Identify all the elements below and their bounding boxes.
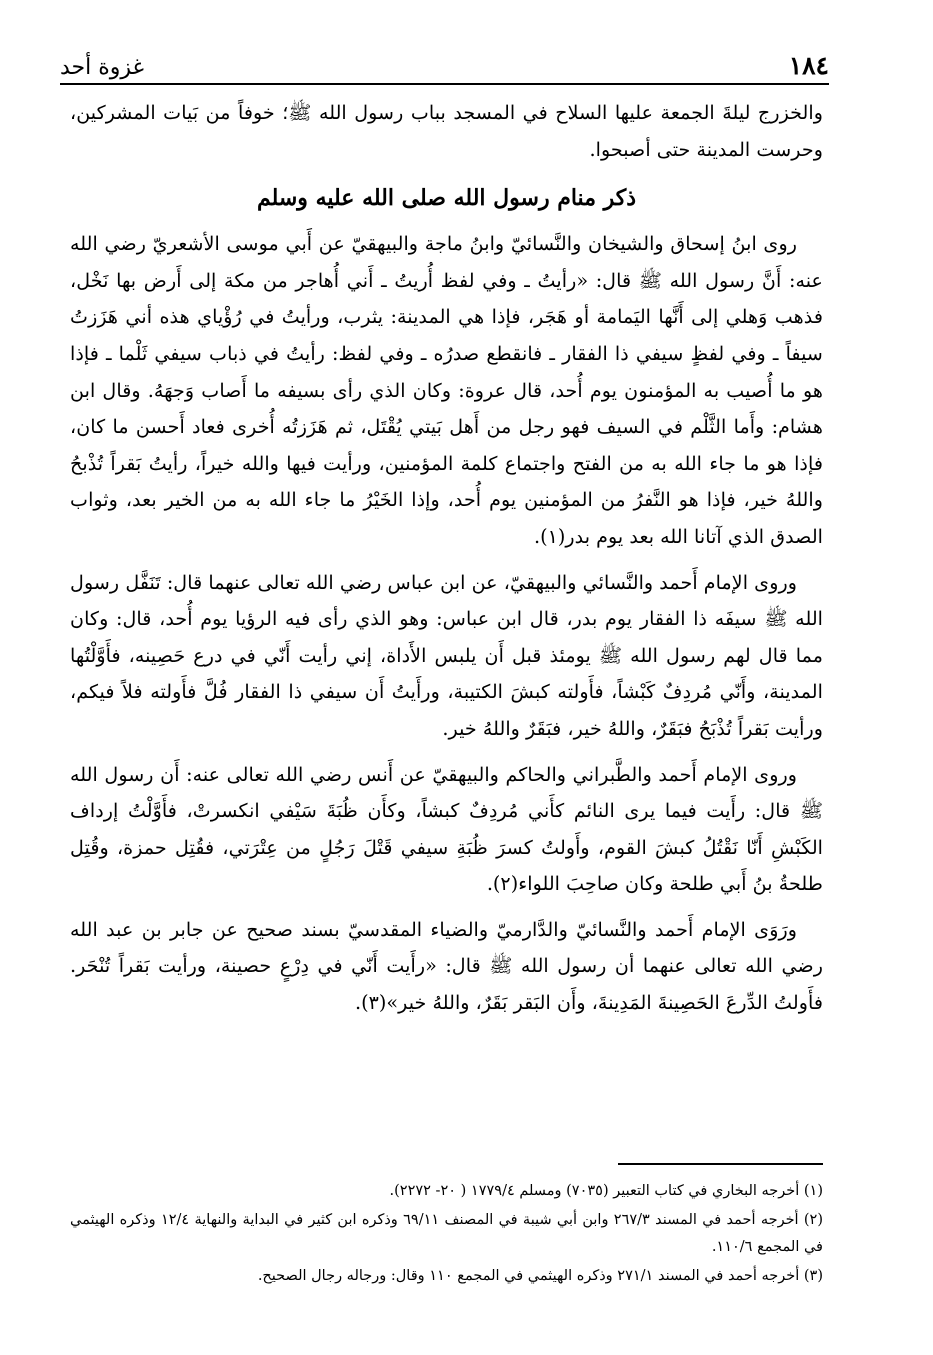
page-number: ١٨٤	[788, 51, 829, 80]
footnote: (٣) أخرجه أحمد في المسند ٢٧١/١ وذكره الهيثمي في المجمع ١١٠ وقال: ورجاله رجال الصحيح.	[257, 1268, 823, 1284]
main-text	[70, 95, 823, 1022]
footnote-rule	[618, 1163, 823, 1165]
footnote: (١) أخرجه البخاري في كتاب التعبير (٧٠٣٥) ومسلم ١٧٧٩/٤ ( ٢٠- ٢٢٧٢).	[389, 1183, 823, 1199]
paragraph-continuation: والخزرج ليلةَ الجمعة عليها السلاح في المسجد بباب رسول الله ﷺ؛ خوفاً من بَيات المشركين، وحرست المدينة حتى أصبحوا.	[70, 101, 823, 161]
paragraph: ورَوَى الإمام أَحمد والنَّسائيّ والدَّارميّ والضياء المقدسيّ بسند صحيح عن جابر بن عبد الله رضي الله تعالى عنهما أن رسول الله ﷺ قال: «رأَيت أَنّي في دِرْعٍ حصينة، ورأيت بَقراً تُنْحَر. فأَولتُ الدِّرعَ الحَصِينةَ المَدِينةَ، وأَن البَقر بَقَرٌ، واللهُ خير»(٣).	[70, 917, 823, 1015]
footnotes	[70, 1178, 823, 1292]
page-header	[60, 40, 829, 80]
header-rule	[60, 83, 829, 85]
paragraph: روى ابنُ إسحاق والشيخان والنَّسائيّ وابنُ ماجة والبيهقيّ عن أَبي موسى الأشعريّ رضي الله عنه: أَنَّ رسول الله ﷺ قال: «رأيتُ ـ وفي لفظ أُريتُ ـ أَني أُهاجر من مكة إلى أَرض بها نَخْل، فذهب وَهلي إلى أَنَّها اليَمامة أو هَجَر، فإذا هي المدينة: يثرب، ورأيتُ في رُؤْياي هذه أني هَزَزتُ سيفاً ـ وفي لفظٍ سيفي ذا الفقار ـ فانقطع صدرُه ـ وفي لفظ: رأيتُ في ذباب سيفي ثَلْما ـ فإذا هو ما أُصيب به المؤمنون يوم أُحد، قال عروة: وكان الذي رأى بسيفه ما أَصاب وَجهَهُ. وقال ابن هشام: وأَما الثَّلْم في السيف فهو رجل من أَهل بَيتي يُقْتَل، ثم هَزَزتُه أُخرى فعاد أَحسن ما كان، فإذا هو ما جاء الله به من الفتح واجتماع كلمة المؤمنين، ورأيت فيها والله خيراً، رأيتُ بَقراً تُذْبحُ واللهُ خير، فإذا هو النَّفرُ من المؤمنين يوم أُحد، وإذا الخَيْرُ ما جاء الله به من الخير بعد، وثواب الصدق الذي آتانا الله بعد يوم بدر(١).	[70, 232, 823, 548]
paragraph: وروى الإمام أَحمد والنَّسائي والبيهقيّ، عن ابن عباس رضي الله تعالى عنهما قال: تَنَفَّل رسول الله ﷺ سيفَه ذا الفقار يوم بدر، قال ابن عباس: وهو الذي رأى فيه الرؤيا يوم أُحد، قال: وكان مما قال لهم رسول الله ﷺ يومئذ قبل أَن يلبس الأَداة، إني رأيت أَنّي في درع حَصِينه، فأَوَّلْتُها المدينة، وأَنّي مُردِفٌ كَبْشاً، فأَولته كبشَ الكتيبة، ورأَيتُ أَن سيفي ذا الفقار فُلَّ فأَولته فلاً فيكم، ورأيت بَقراً تُذْبَحُ فبَقَرٌ، واللهُ خير، فبَقَرٌ واللهُ خير.	[70, 570, 823, 740]
running-title: غزوة أحد	[60, 55, 145, 80]
footnote: (٢) أخرجه أحمد في المسند ٢٦٧/٣ وابن أبي شيبة في المصنف ٦٩/١١ وذكره ابن كثير في البداية والنهاية ١٢/٤ وذكره الهيثمي في المجمع ١١٠/٦.	[70, 1212, 823, 1255]
paragraph: وروى الإمام أَحمد والطَّبراني والحاكم والبيهقيّ عن أَنس رضي الله تعالى عنه: أَن رسول الله ﷺ قال: رأَيت فيما يرى النائم كأَني مُردِفٌ كبشاً، وكأَن ظُبَةَ سَيْفي انكسرتْ، فأَوَّلْتُ إرداف الكَبْشِ أَنّا نَقْتُلُ كبشَ القوم، وأَولتُ كسرَ ظُبَةِ سيفي قَتْلَ رَجُلٍ من عِتْرَتي، فقُتِل حمزة، وقُتِل طلحةُ بنُ أَبي طلحة وكان صاحِبَ اللواء(٢).	[70, 762, 823, 896]
section-heading: ذكر منام رسول الله صلى الله عليه وسلم	[256, 185, 637, 212]
